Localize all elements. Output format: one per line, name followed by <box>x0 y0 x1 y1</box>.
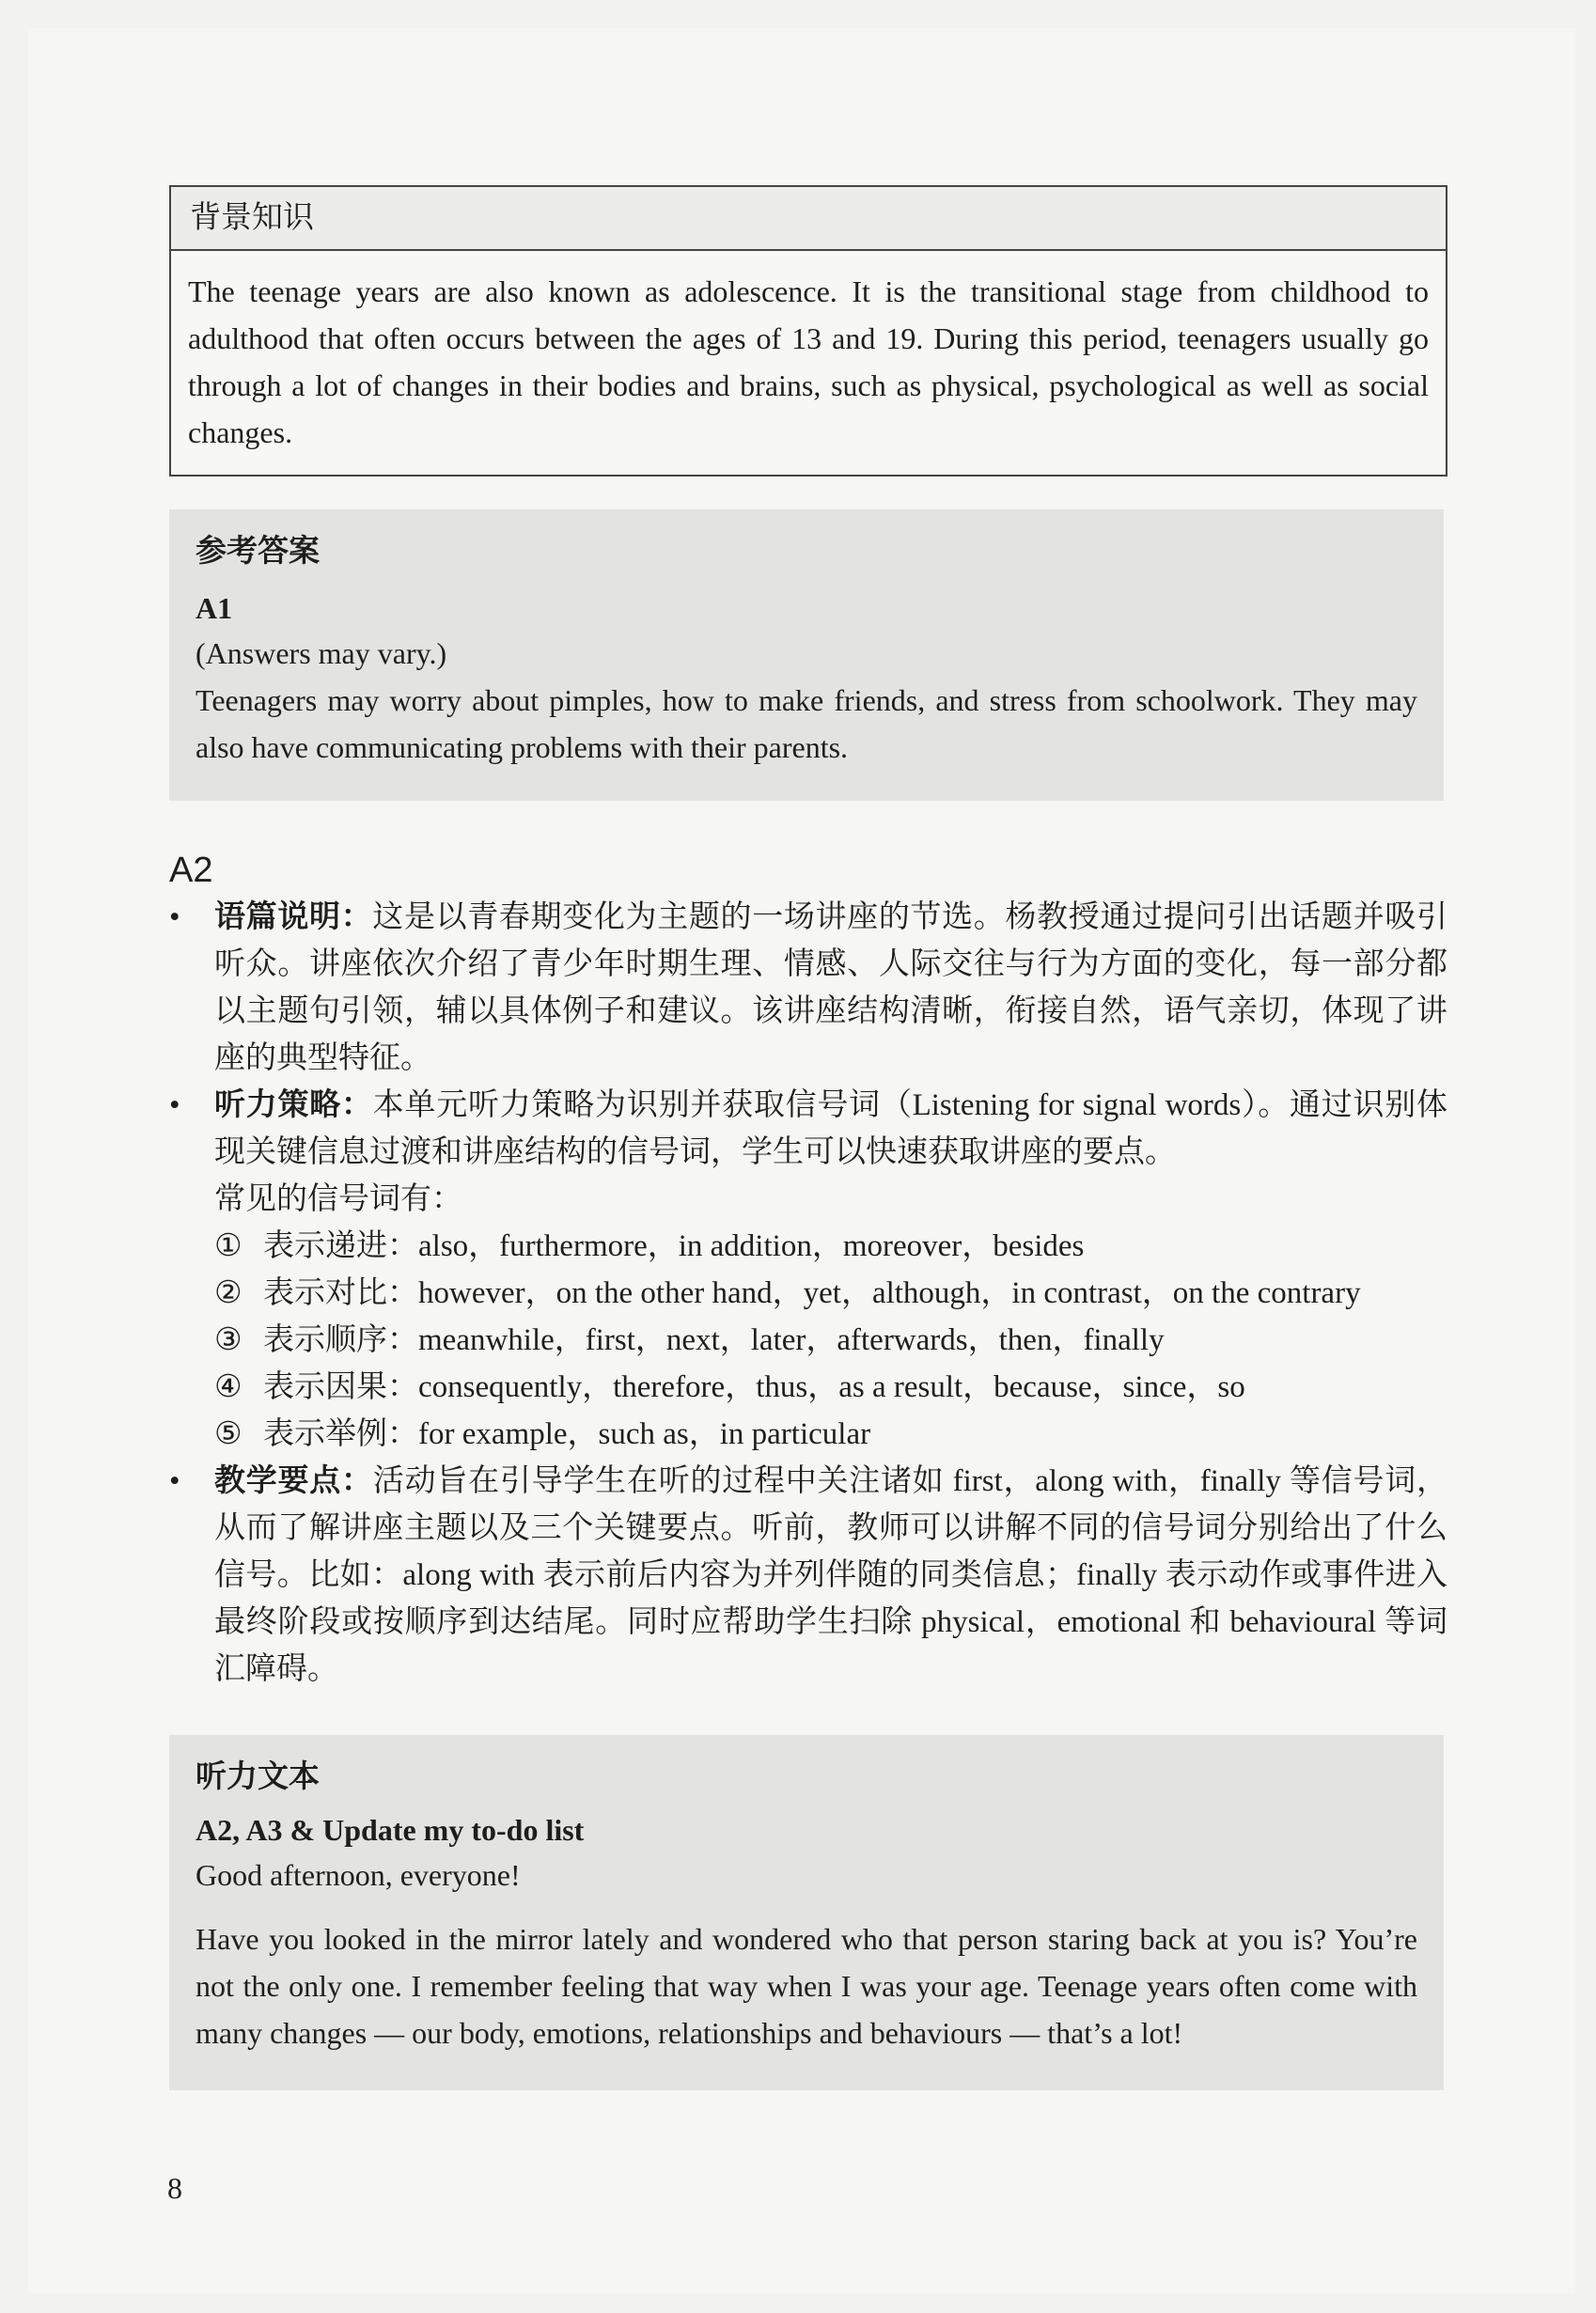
listening-script-subtitle: A2, A3 & Update my to-do list <box>196 1813 585 1847</box>
list-item-text: 表示举例：for example，such as，in particular <box>263 1417 871 1451</box>
list-number: ③ <box>214 1323 243 1357</box>
bullet-icon: • <box>169 1464 180 1498</box>
list-item <box>214 1364 1447 1411</box>
reference-answers-section <box>169 509 1444 801</box>
a2-heading: A2 <box>169 851 213 890</box>
bullet-label: 教学要点： <box>214 1464 373 1498</box>
list-item <box>214 1317 1447 1364</box>
list-number: ① <box>214 1229 243 1263</box>
a2-bullet-list <box>169 894 1447 1693</box>
list-item <box>214 1270 1447 1317</box>
bullet-text: 活动旨在引导学生在听的过程中关注诸如 first，along with，finally 等信号词，从而了解讲座主题以及三个关键要点。听前，教师可以讲解不同的信号词分别给出了什么信号。比如：along with 表示前后内容为并列伴随的同类信息；finally 表示动作或事件进入最终阶段或按顺序到达结尾。同时应帮助学生扫除 physical，emotional 和 behavioural 等词汇障碍。 <box>214 1464 1447 1686</box>
answer-text: Teenagers may worry about pimples, how to make friends, and stress from schoolwork. They may also have communicating problems with their parents. <box>196 683 1417 764</box>
bullet-icon: • <box>169 1088 180 1122</box>
list-item-text: 表示递进：also，furthermore，in addition，moreover，besides <box>263 1229 1085 1263</box>
list-number: ④ <box>214 1370 243 1404</box>
signal-words-intro: 常见的信号词有： <box>214 1182 462 1216</box>
background-knowledge-title: 背景知识 <box>171 187 1446 251</box>
listening-script-title: 听力文本 <box>196 1760 320 1794</box>
page-number: 8 <box>167 2171 182 2205</box>
list-item-text: 表示因果：consequently，therefore，thus，as a result，because，since，so <box>263 1370 1245 1404</box>
bullet-text-description <box>169 894 1447 1082</box>
reference-answers-title: 参考答案 <box>196 535 320 569</box>
listening-greeting: Good afternoon, everyone! <box>196 1858 521 1892</box>
bullet-label: 语篇说明： <box>214 900 373 934</box>
list-item-text: 表示顺序：meanwhile，first，next，later，afterwards，then，finally <box>263 1323 1165 1357</box>
listening-text: Have you looked in the mirror lately and wondered who that person staring back at you is? You’re not the only one. I remember feeling that way when I was your age. Teenage years often come with many changes — our body, emotions, relationships and behaviours — that’s a lot! <box>196 1922 1417 2050</box>
bullet-listening-strategy <box>169 1082 1447 1458</box>
list-item-text: 表示对比：however，on the other hand，yet，although，in contrast，on the contrary <box>263 1276 1361 1310</box>
bullet-teaching-points <box>169 1458 1447 1693</box>
background-knowledge-box <box>169 185 1447 477</box>
bullet-icon: • <box>169 900 180 934</box>
list-number: ⑤ <box>214 1417 243 1451</box>
answer-label: A1 <box>196 591 233 625</box>
list-number: ② <box>214 1276 243 1310</box>
background-knowledge-text: The teenage years are also known as adolescence. It is the transitional stage from childhood to adulthood that often occurs between the ages of 13 and 19. During this period, teenagers usually go through a lot of changes in their bodies and brains, such as physical, psychological as well as social changes. <box>188 274 1429 449</box>
bullet-text: 这是以青春期变化为主题的一场讲座的节选。杨教授通过提问引出话题并吸引听众。讲座依次介绍了青少年时期生理、情感、人际交往与行为方面的变化，每一部分都以主题句引领，辅以具体例子和建议。该讲座结构清晰，衔接自然，语气亲切，体现了讲座的典型特征。 <box>214 900 1448 1075</box>
list-item <box>214 1223 1447 1270</box>
bullet-text: 本单元听力策略为识别并获取信号词（Listening for signal words）。通过识别体现关键信息过渡和讲座结构的信号词，学生可以快速获取讲座的要点。 <box>214 1088 1448 1169</box>
listening-script-section <box>169 1735 1444 2090</box>
bullet-label: 听力策略： <box>214 1088 373 1122</box>
answer-note: (Answers may vary.) <box>196 636 447 670</box>
list-item <box>214 1411 1447 1458</box>
